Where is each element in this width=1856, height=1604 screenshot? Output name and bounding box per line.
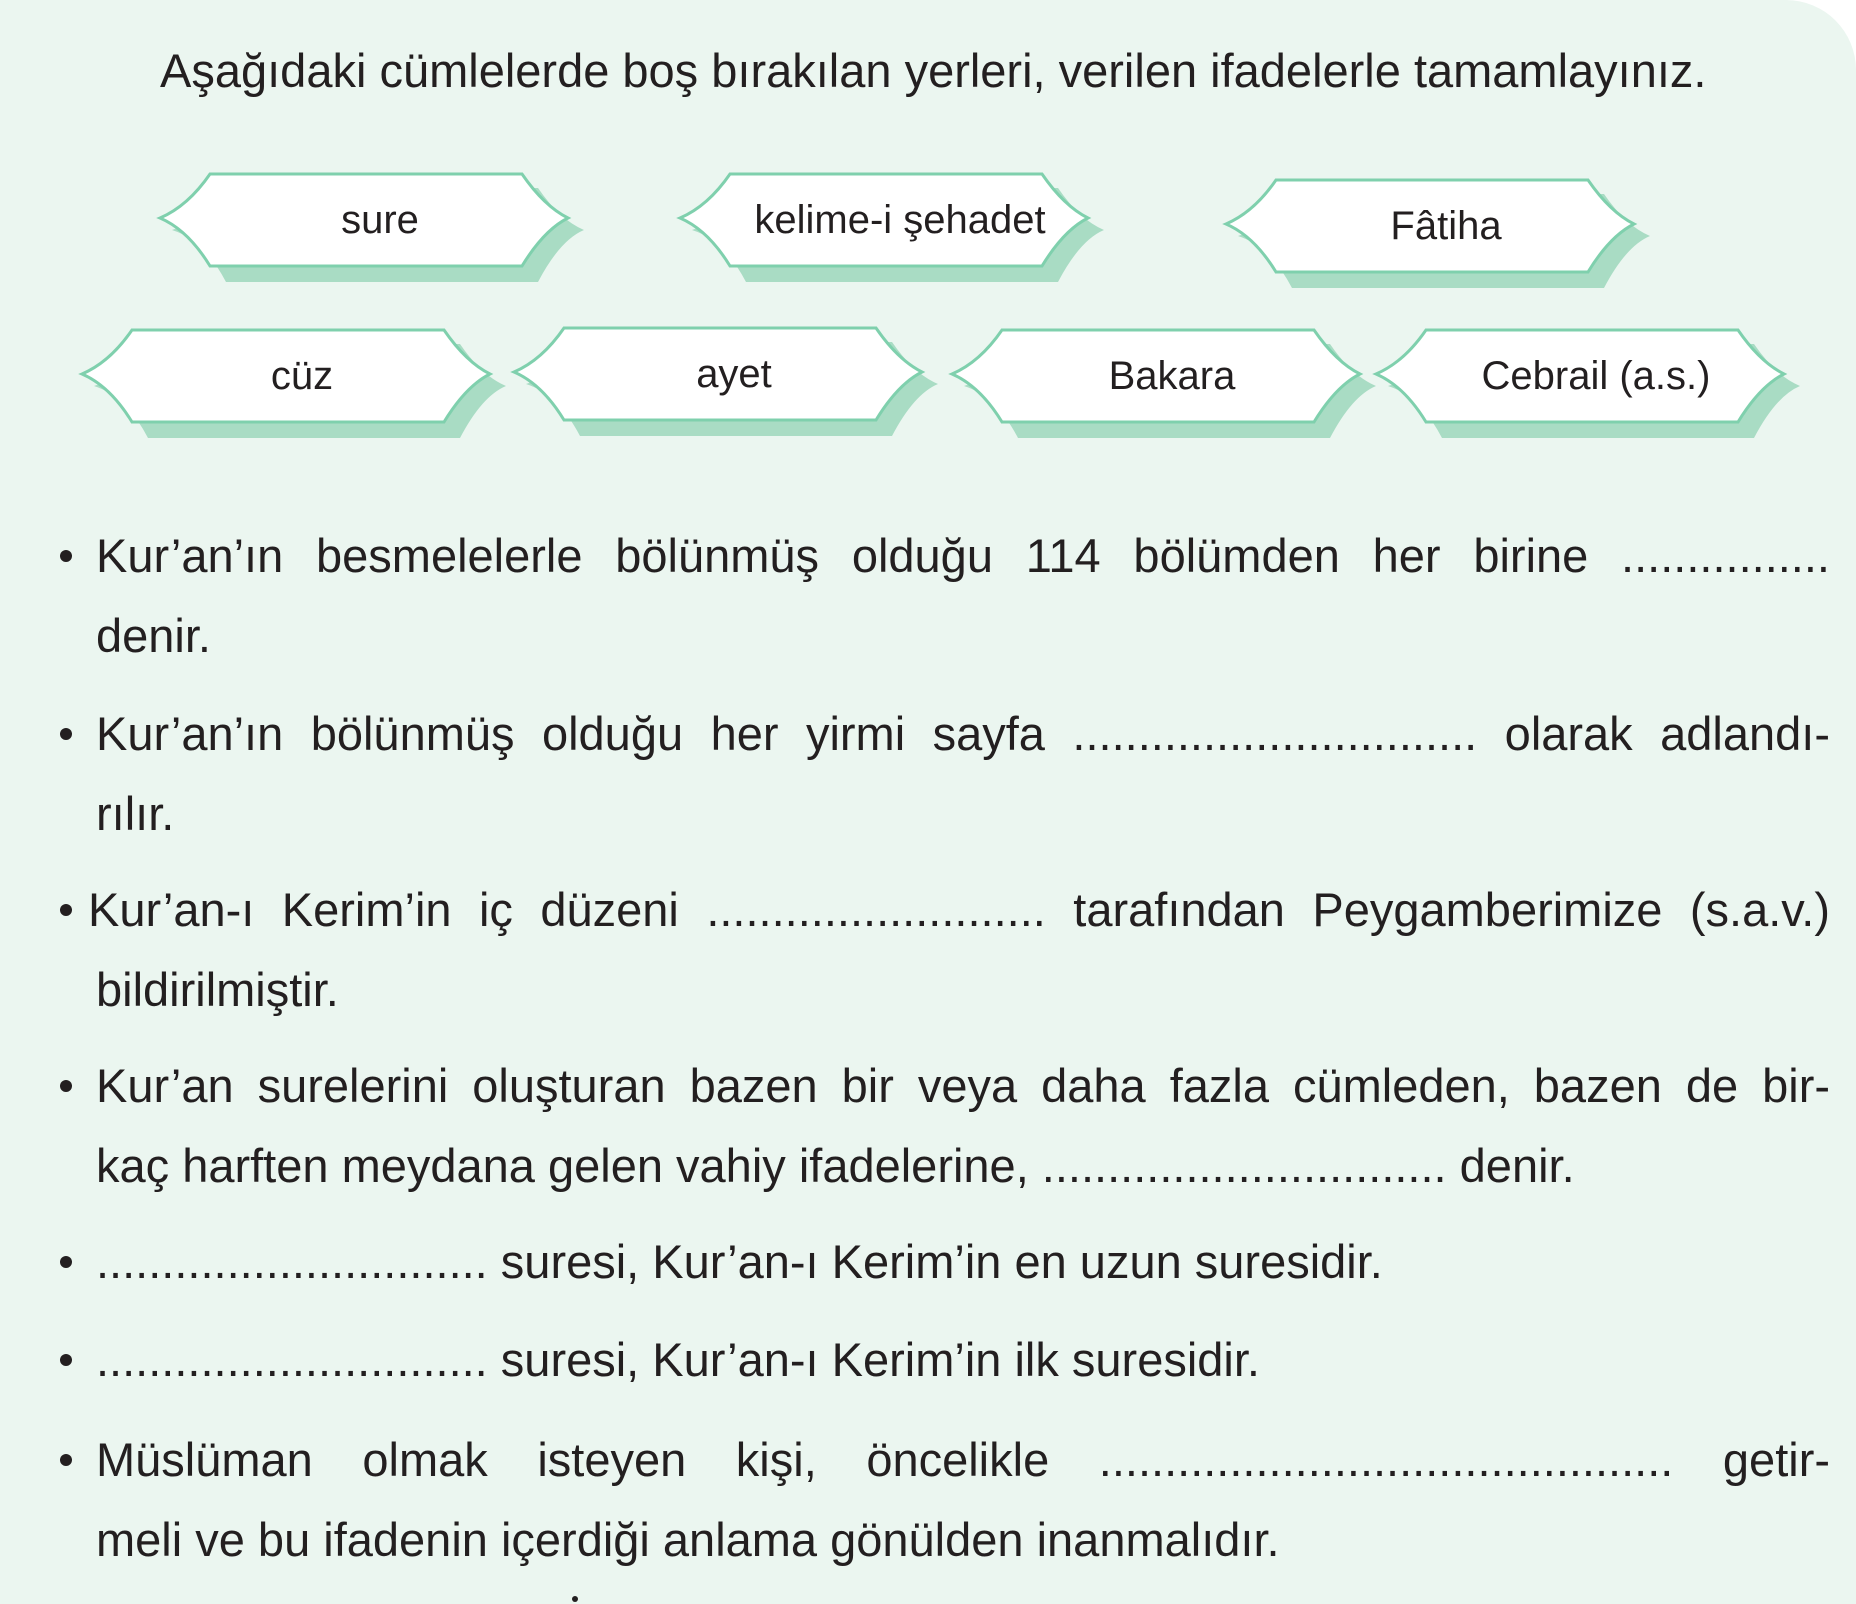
bullet-icon xyxy=(60,1080,72,1092)
word-tag-label: ayet xyxy=(696,351,772,396)
word-tag-label: Fâtiha xyxy=(1390,203,1502,248)
bullet-icon xyxy=(60,1256,72,1268)
bullet-icon xyxy=(60,904,72,916)
question-line: Kur’an-ı Kerim’in iç düzeni .......................... tarafından Peygamberimize (s.a.v.) bildirilmiştir. xyxy=(88,883,1830,1016)
bullet-icon xyxy=(60,550,72,562)
question-line: .............................. suresi, Kur’an-ı Kerim’in ilk suresidir. xyxy=(96,1333,1260,1386)
question-line: .............................. suresi, Kur’an-ı Kerim’in en uzun suresidir. xyxy=(96,1235,1383,1288)
word-tag-label: kelime-i şehadet xyxy=(754,197,1046,242)
page-mark xyxy=(572,1596,578,1602)
question-line: Müslüman olmak isteyen kişi, öncelikle ............................................ getir- meli ve bu ifadenin içerdiği anlama gönülden inanmalıdır. xyxy=(96,1433,1830,1566)
word-tag-label: Cebrail (a.s.) xyxy=(1481,353,1711,398)
word-tag-label: cüz xyxy=(270,353,334,398)
question-line: Kur’an’ın besmelelerle bölünmüş olduğu 114 bölümden her birine ................ denir. xyxy=(96,529,1830,662)
bullet-icon xyxy=(60,728,72,740)
bullet-icon xyxy=(60,1454,72,1466)
bullet-icon xyxy=(60,1354,72,1366)
question-line: Kur’an’ın bölünmüş olduğu her yirmi sayfa ............................... olarak adlandı- rılır. xyxy=(96,707,1830,840)
word-tag-label: Bakara xyxy=(1108,353,1236,398)
question-line: Kur’an surelerini oluşturan bazen bir veya daha fazla cümleden, bazen de bir- kaç harften meydana gelen vahiy ifadelerine, ............................... denir. xyxy=(96,1059,1830,1192)
instruction-text: Aşağıdaki cümlelerde boş bırakılan yerleri, verilen ifadelerle tamamlayınız. xyxy=(160,44,1707,97)
word-tag-label: sure xyxy=(341,197,419,242)
